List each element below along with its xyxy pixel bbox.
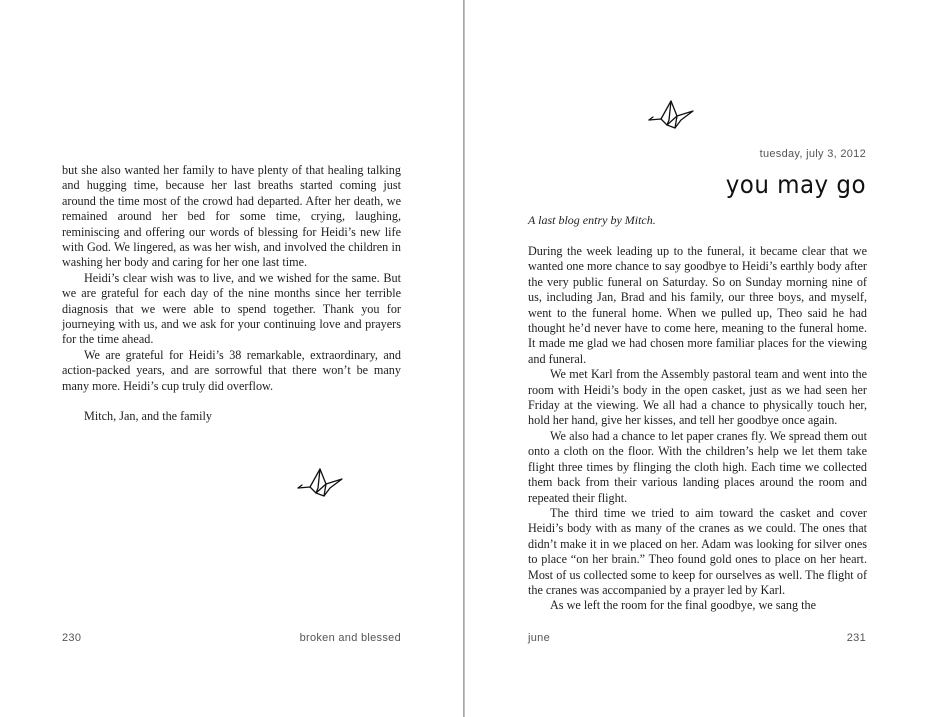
left-page [0,0,463,717]
signature: Mitch, Jan, and the family [84,409,212,423]
right-page-number: 231 [846,632,866,644]
left-page-number: 230 [62,632,82,644]
right-paragraph-1: During the week leading up to the funeral, it became clear that we wanted one more chance to say goodbye to Heidi’s earthly body after the very public funeral on Saturday. So on Sunday morning nine of us, including Jan, Brad and his family, our three boys, and myself, went to the funeral home. When we pulled up, Theo said he had thought he’d never have to come here, meaning to the funeral home. It made me glad we had chosen more familiar places for the viewing and funeral. [528,244,867,366]
chapter-title: you may go [725,170,866,199]
entry-date: tuesday, july 3, 2012 [759,148,866,160]
entry-subtitle: A last blog entry by Mitch. [528,213,656,227]
right-running-head: june [528,632,550,644]
left-body-text [62,163,401,394]
right-paragraph-4: The third time we tried to aim toward the casket and cover Heidi’s body with as many of the cranes as we could. The ones that didn’t make it in we placed on her. Adam was looking for silver ones to place “on her brain.” Theo found gold ones to place on her heart. Most of us collected some to keep for ourselves as well. The flight of the cranes was accompanied by a prayer led by Karl. [528,505,867,597]
left-paragraph-2: Heidi’s clear wish was to live, and we wished for the same. But we are grateful for each day of the nine months since her terrible diagnosis that we were able to spend together. Thank you for journeying with us, and we ask for your continuing love and prayers for the time ahead. [62,270,401,347]
right-body-text [528,244,867,614]
paper-crane-icon [647,98,697,132]
left-running-head: broken and blessed [299,632,401,644]
right-paragraph-3: We also had a chance to let paper cranes fly. We spread them out onto a cloth on the floor. With the children’s help we let them take flight three times by flinging the cloth high. Each time we collected them back from their various landing places around the room and repeated their flight. [528,428,867,505]
left-paragraph-1: but she also wanted her family to have plenty of that healing talking and hugging time, because her last breaths started coming just around the time most of the crowd had departed. After her death, we remained around her bed for some time, crying, laughing, reminiscing and offering our words of blessing for Heidi’s new life with God. We lingered, as was her wish, and involved the children in washing her body and caring for her one last time. [62,163,401,270]
paper-crane-icon [296,466,346,500]
right-paragraph-5: As we left the room for the final goodbye, we sang the [550,598,817,613]
left-paragraph-3: We are grateful for Heidi’s 38 remarkable, extraordinary, and action-packed years, and are sorrowful that there won’t be many many more. Heidi’s cup truly did overflow. [62,347,401,393]
right-paragraph-2: We met Karl from the Assembly pastoral team and went into the room with Heidi’s body in the open casket, just as we had seen her Friday at the viewing. We all had a chance to physically touch her, hold her hand, give her kisses, and tell her goodbye once again. [528,367,867,428]
